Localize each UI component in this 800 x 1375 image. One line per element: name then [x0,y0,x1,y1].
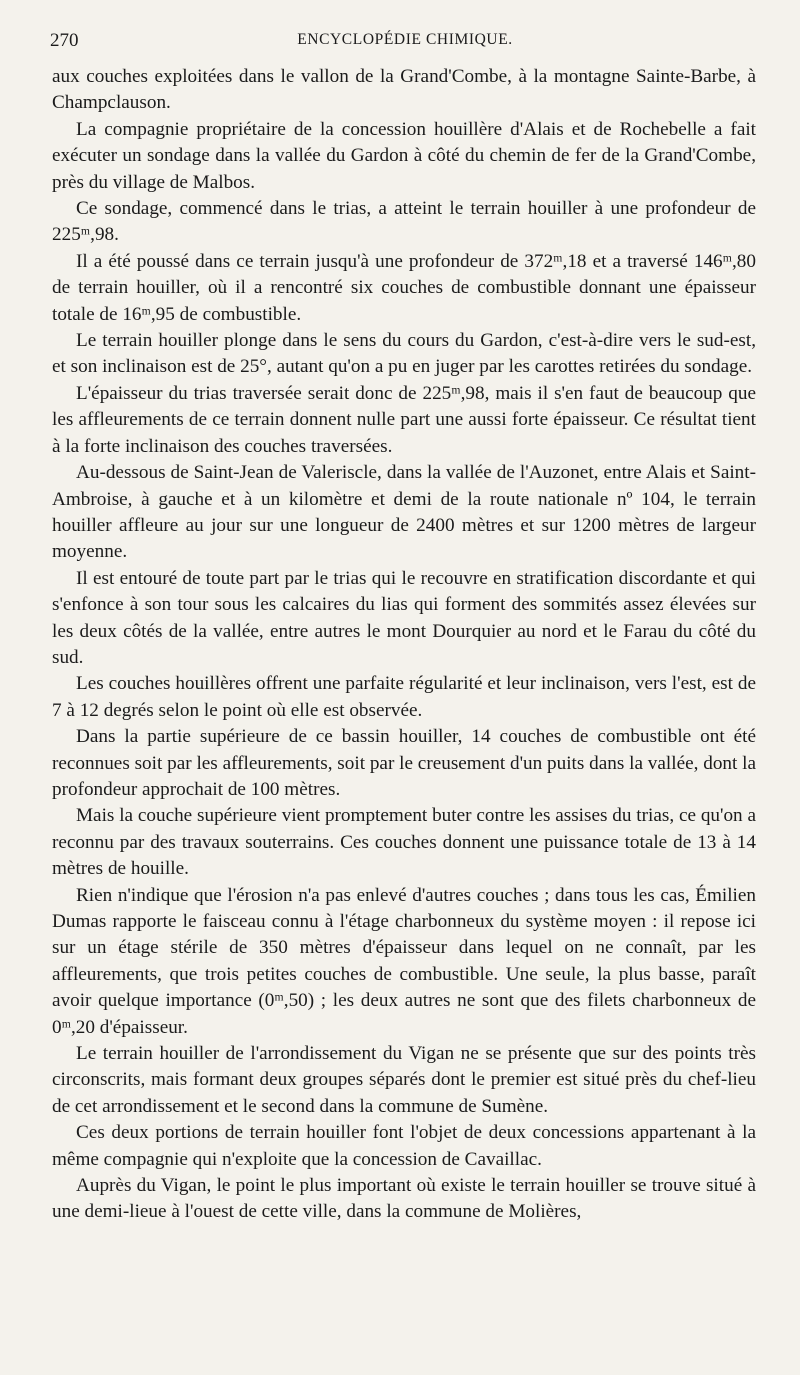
paragraph: L'épaisseur du trias traversée serait donc de 225ᵐ,98, mais il s'en faut de beaucoup que les affleurements de ce terrain donnent nulle part une aussi forte épaisseur. Ce résultat tient à la forte inclinaison des couches traversées. [52,382,756,457]
paragraph: Dans la partie supérieure de ce bassin houiller, 14 couches de combustible ont été reconnues soit par les affleurements, soit par le creusement d'un puits dans la vallée, dont la profondeur approchait de 100 mètres. [52,726,756,800]
paragraph: aux couches exploitées dans le vallon de la Grand'Combe, à la montagne Sainte-Barbe, à Champclauson. [52,66,756,114]
paragraph: Il est entouré de toute part par le trias qui le recouvre en stratification discordante et qui s'enfonce à son tour sous les calcaires du lias qui forment des sommités assez élevées sur les deux côtés de la vallée, entre autres le mont Dourquier au nord et le Farau du côté du sud. [52,567,756,668]
paragraph: Au-dessous de Saint-Jean de Valeriscle, dans la vallée de l'Auzonet, entre Alais et Saint-Ambroise, à gauche et à un kilomètre et demi de la route nationale nº 104, le terrain houiller affleure au jour sur une longueur de 2400 mètres et sur 1200 mètres de largeur moyenne. [52,462,756,563]
paragraph: Mais la couche supérieure vient promptement buter contre les assises du trias, ce qu'on a reconnu par des travaux souterrains. Ces couches donnent une puissance totale de 13 à 14 mètres de houille. [52,805,756,880]
paragraph: La compagnie propriétaire de la concession houillère d'Alais et de Rochebelle a fait exécuter un sondage dans la vallée du Gardon à côté du chemin de fer de la Grand'Combe, près du village de Malbos. [52,118,756,193]
paragraph: Auprès du Vigan, le point le plus important où existe le terrain houiller se trouve situé à une demi-lieue à l'ouest de cette ville, dans la commune de Molières, [52,1175,756,1223]
paragraph: Le terrain houiller de l'arrondissement du Vigan ne se présente que sur des points très circonscrits, mais formant deux groupes séparés dont le premier est situé près du chef-lieu de cet arrondissement et le second dans la commune de Sumène. [52,1043,756,1117]
body-text [52,64,756,1226]
paragraph: Les couches houillères offrent une parfaite régularité et leur inclinaison, vers l'est, est de 7 à 12 degrés selon le point où elle est observée. [52,673,756,721]
paragraph: Il a été poussé dans ce terrain jusqu'à une profondeur de 372ᵐ,18 et a traversé 146ᵐ,80 de terrain houiller, où il a rencontré six couches de combustible donnant une épaisseur totale de 16ᵐ,95 de combustible. [52,250,756,325]
page-header [50,30,760,56]
page-number: 270 [50,30,79,51]
paragraph: Le terrain houiller plonge dans le sens du cours du Gardon, c'est-à-dire vers le sud-est, et son inclinaison est de 25°, autant qu'on a pu en juger par les carottes retirées du sondage. [52,330,756,378]
paragraph: Ce sondage, commencé dans le trias, a atteint le terrain houiller à une profondeur de 225ᵐ,98. [52,198,756,246]
paragraph: Ces deux portions de terrain houiller font l'objet de deux concessions appartenant à la même compagnie qui n'exploite que la concession de Cavaillac. [52,1122,756,1170]
paragraph: Rien n'indique que l'érosion n'a pas enlevé d'autres couches ; dans tous les cas, Émilien Dumas rapporte le faisceau connu à l'étage charbonneux du système moyen : il repose ici sur un étage stérile de 350 mètres d'épaisseur dans lequel on ne connaît, par les affleurements, que trois petites couches de combustible. Une seule, la plus basse, paraît avoir quelque importance (0ᵐ,50) ; les deux autres ne sont que des filets charbonneux de 0ᵐ,20 d'épaisseur. [52,884,756,1038]
running-title: ENCYCLOPÉDIE CHIMIQUE. [297,31,513,48]
